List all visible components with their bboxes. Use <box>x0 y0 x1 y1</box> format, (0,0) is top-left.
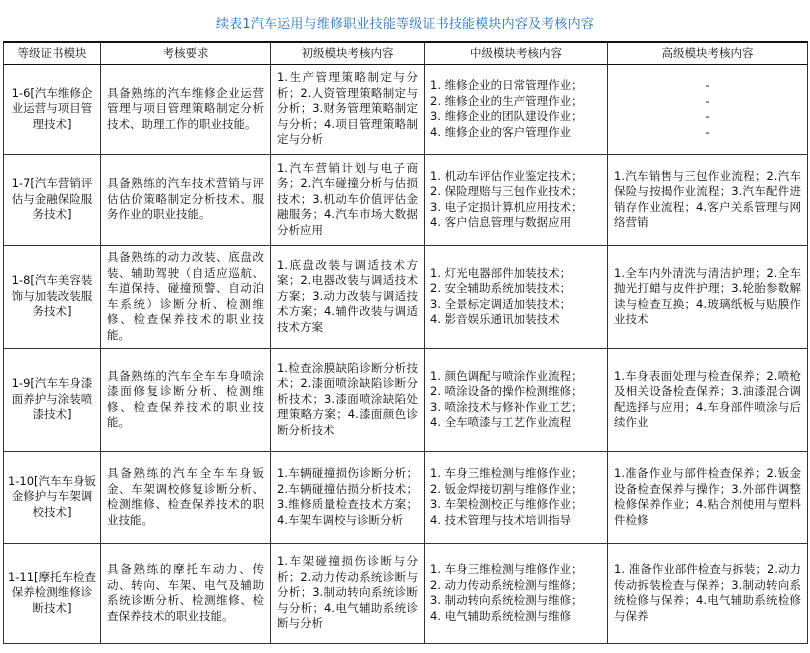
intermediate-item: 1. 维修企业的日常管理作业； <box>430 78 583 92</box>
header-module: 等级证书模块 <box>4 42 101 64</box>
table-row <box>4 245 808 348</box>
intermediate-item: 1. 机动车评估作业鉴定技术； <box>430 168 583 183</box>
module-cell: 1-10[汽车车身钣金修护与车架调校技术] <box>4 451 101 543</box>
intermediate-item: 1. 车身三维检测与维修作业； <box>430 466 583 480</box>
module-cell: 1-7[汽车营销评估与金融保险服务技术] <box>4 154 101 245</box>
intermediate-item: 1. 灯光电器部件加装技术； <box>430 265 572 280</box>
table-row <box>4 543 808 643</box>
intermediate-cell <box>425 451 608 543</box>
intermediate-item: 4. 维修企业的客户管理作业 <box>430 124 572 139</box>
requirement-cell: 具备熟练的汽车全车车身喷涂漆面修复诊断分析、检测维修、检查保养技术的职业技能。 <box>101 348 271 451</box>
junior-cell: 1.底盘改装与调适技术方案；2.电器改装与调适技术方案；3.动力改装与调适技术方案；4.辅件改装与调适技术方案 <box>271 245 425 348</box>
intermediate-item: 3. 制动转向系统检测与维修； <box>430 593 583 607</box>
table-row <box>4 154 808 245</box>
header-requirement: 考核要求 <box>101 42 271 64</box>
senior-cell <box>608 64 808 154</box>
module-cell: 1-8[汽车美容装饰与加装改装服务技术] <box>4 245 101 348</box>
senior-cell: 1.汽车销售与三包作业流程；2.汽车保险与按揭作业流程；3.汽车配件进销存作业流程；4.客户关系管理与网络营销 <box>608 154 808 245</box>
intermediate-item: 2. 保险理赔与三包作业技术； <box>430 184 583 198</box>
header-intermediate: 中级模块考核内容 <box>425 42 608 64</box>
senior-cell: 1.车身表面处理与检查保养；2.喷枪及相关设备检查保养；3.油漆混合调配选择与应用；4.车身部件喷涂与后续作业 <box>608 348 808 451</box>
intermediate-cell <box>425 543 608 643</box>
intermediate-item: 4. 客户信息管理与数据应用 <box>430 215 572 229</box>
intermediate-item: 4. 影音娱乐通讯加装技术 <box>430 312 560 326</box>
intermediate-item: 4. 电气辅助系统检测与维修 <box>430 608 572 623</box>
intermediate-item: 1. 颜色调配与喷涂作业流程； <box>430 368 583 383</box>
intermediate-cell <box>425 245 608 348</box>
requirement-cell: 具备熟练的汽车全车车身钣金、车架调校修复诊断分析、检测维修、检查保养技术的职业技能。 <box>101 451 271 543</box>
junior-cell: 1.车架碰撞损伤诊断与分析；2.动力传动系统诊断与分析；3.制动转向系统诊断与分析；4.电气辅助系统诊断与分析 <box>271 543 425 643</box>
requirement-cell: 具备熟练的汽车维修企业运营管理与项目管理策略制定分析技术、助理工作的职业技能。 <box>101 64 271 154</box>
requirement-cell: 具备熟练的动力改装、底盘改装、辅助驾驶（自适应巡航、车道保持、碰撞预警、自动泊车系统）诊断分析、检测维修、检查保养技术的职业技能。 <box>101 245 271 348</box>
junior-cell: 1.生产管理策略制定与分析；2.人资管理策略制定与分析；3.财务管理策略制定与分析；4.项目管理策略制定与分析 <box>271 64 425 154</box>
senior-cell: 1.全车内外清洗与清洁护理；2.全车抛光打蜡与皮件护理；3.轮胎参数解读与检查互换；4.玻璃纸板与贴膜作业技术 <box>608 245 808 348</box>
requirement-cell: 具备熟练的摩托车动力、传动、转向、车架、电气及辅助系统诊断分析、检测维修、检查保养技术的职业技能。 <box>101 543 271 643</box>
intermediate-item: 2. 钣金焊接切割与维修作业； <box>430 481 583 496</box>
header-row <box>4 42 808 64</box>
intermediate-item: 3. 维修企业的团队建设作业； <box>430 109 583 123</box>
intermediate-item: 4. 技术管理与技术培训指导 <box>430 512 572 527</box>
intermediate-cell <box>425 64 608 154</box>
senior-item: - <box>705 109 710 123</box>
skills-module-table <box>3 41 808 644</box>
intermediate-cell <box>425 348 608 451</box>
header-junior: 初级模块考核内容 <box>271 42 425 64</box>
junior-cell: 1.车辆碰撞损伤诊断分析；2.车辆碰撞估损分析技术；3.维修质量检查技术方案；4.车架车调校与诊断分析 <box>271 451 425 543</box>
intermediate-item: 2. 喷涂设备的操作检测维修； <box>430 384 583 398</box>
senior-cell: 1. 准备作业部件检查与拆装；2.动力传动拆装检查与保养；3.制动转向系统检修与保养；4.电气辅助系统检修与保养 <box>608 543 808 643</box>
junior-cell: 1.检查涂膜缺陷诊断分析技术；2.漆面喷涂缺陷诊断分析技术；3.漆面喷涂缺陷处理策略方案；4.漆面颜色诊断分析技术 <box>271 348 425 451</box>
junior-cell: 1.汽车营销计划与电子商务；2.汽车碰撞分析与估损技术；3.机动车价值评估金融服务；4.汽车市场大数据分析应用 <box>271 154 425 245</box>
module-cell: 1-6[汽车维修企业运营与项目管理技术] <box>4 64 101 154</box>
senior-item: - <box>705 93 710 108</box>
table-row <box>4 64 808 154</box>
senior-item: - <box>705 78 710 92</box>
intermediate-item: 1. 车身三维检测与维修作业； <box>430 562 583 576</box>
module-cell: 1-9[汽车车身漆面养护与涂装喷漆技术] <box>4 348 101 451</box>
senior-item: - <box>705 124 710 139</box>
intermediate-item: 4. 全车喷漆与工艺作业流程 <box>430 415 572 429</box>
intermediate-cell <box>425 154 608 245</box>
intermediate-item: 3. 全景标定调适加装技术； <box>430 296 572 311</box>
intermediate-item: 3. 电子定损计算机应用技术； <box>430 199 583 214</box>
intermediate-item: 2. 动力传动系统检测与维修； <box>430 577 583 592</box>
intermediate-item: 3. 喷涂技术与修补作业工艺； <box>430 399 583 414</box>
table-caption: 续表1汽车运用与维修职业技能等级证书技能模块内容及考核内容 <box>215 17 595 32</box>
table-row <box>4 451 808 543</box>
header-senior: 高级模块考核内容 <box>608 42 808 64</box>
intermediate-item: 2. 维修企业的生产管理作业； <box>430 93 583 108</box>
module-cell: 1-11[摩托车检查保养检测维修诊断技术] <box>4 543 101 643</box>
table-row <box>4 348 808 451</box>
intermediate-item: 2. 安全辅助系统加装技术； <box>430 281 572 295</box>
intermediate-item: 3. 车架检测校正与维修作业； <box>430 497 583 511</box>
requirement-cell: 具备熟练的汽车技术营销与评估估价策略制定分析技术、服务作业的职业技能。 <box>101 154 271 245</box>
senior-cell: 1.准备作业与部件检查保养；2.钣金设备检查保养与操作；3.外部件调整检修保养作业；4.粘合剂使用与塑料件检修 <box>608 451 808 543</box>
